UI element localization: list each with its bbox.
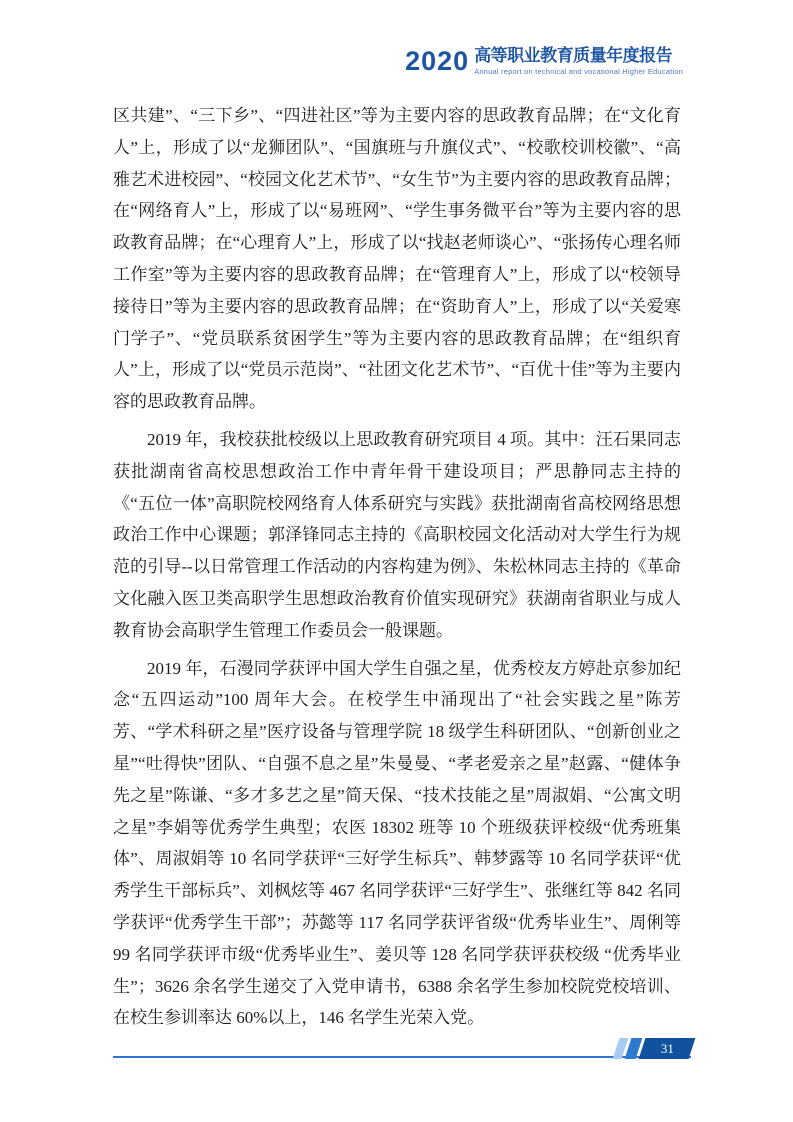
header-subtitle-en: Annual report on technical and vocational Higher Education: [474, 67, 683, 76]
paragraph-2: 2019 年，我校获批校级以上思政教育研究项目 4 项。其中：汪石果同志获批湖南省高校思想政治工作中青年骨干建设项目；严思静同志主持的《“五位一体”高职院校网络育人体系研究与实践》获批湖南省高校网络思想政治工作中心课题；郭泽锋同志主持的《高职校园文化活动对大学生行为规范的引导--以日常管理工作活动的内容构建为例》、朱松林同志主持的《革命文化融入医卫类高职学生思想政治教育价值实现研究》获湖南省职业与成人教育协会高职学生管理工作委员会一般课题。: [113, 429, 681, 640]
header-title-zh: 高等职业教育质量年度报告: [474, 46, 673, 65]
page-header: [405, 46, 683, 76]
page-number: 31: [660, 1040, 674, 1056]
page-number-badge: [616, 1038, 692, 1059]
page-number-container: [639, 1038, 696, 1059]
header-year: 2020: [405, 46, 470, 76]
document-body: [113, 100, 681, 1034]
paragraph-3: 2019 年，石漫同学获评中国大学生自强之星，优秀校友方婷赴京参加纪念“五四运动”100 周年大会。在校学生中涌现出了“社会实践之星”陈芳芳、“学术科研之星”医疗设备与管理学院 18 级学生科研团队、“创新创业之星”“吐得快”团队、“自强不息之星”朱曼曼、“孝老爱亲之星”赵露、“健体争先之星”陈谦、“多才多艺之星”简天保、“技术技能之星”周淑娟、“公寓文明之星”李娟等优秀学生典型；农医 18302 班等 10 个班级获评校级“优秀班集体”、周淑娟等 10 名同学获评“三好学生标兵”、韩梦露等 10 名同学获评“优秀学生干部标兵”、刘枫炫等 467 名同学获评“三好学生”、张继红等 842 名同学获评“优秀学生干部”；苏懿等 117 名同学获评省级“优秀毕业生”、周俐等 99 名同学获评市级“优秀毕业生”、姜贝等 128 名同学获评获校级 “优秀毕业生”；3626 余名学生递交了入党申请书，6388 余名学生参加校院党校培训、在校生参训率达 60%以上，146 名学生光荣入党。: [113, 658, 681, 1028]
footer-rule: [113, 1056, 691, 1058]
paragraph-1: 区共建”、“三下乡”、“四进社区”等为主要内容的思政教育品牌；在“文化育人”上，形成了以“龙狮团队”、“国旗班与升旗仪式”、“校歌校训校徽”、“高雅艺术进校园”、“校园文化艺术节”、“女生节”为主要内容的思政教育品牌；在“网络育人”上，形成了以“易班网”、“学生事务微平台”等为主要内容的思政教育品牌；在“心理育人”上，形成了以“找赵老师谈心”、“张扬传心理名师工作室”等为主要内容的思政教育品牌；在“管理育人”上，形成了以“校领导接待日”等为主要内容的思政教育品牌；在“资助育人”上，形成了以“关爱寒门学子”、“党员联系贫困学生”等为主要内容的思政教育品牌；在“组织育人”上，形成了以“党员示范岗”、“社团文化艺术节”、“百优十佳”等为主要内容的思政教育品牌。: [113, 106, 681, 412]
header-title-block: [474, 46, 683, 76]
